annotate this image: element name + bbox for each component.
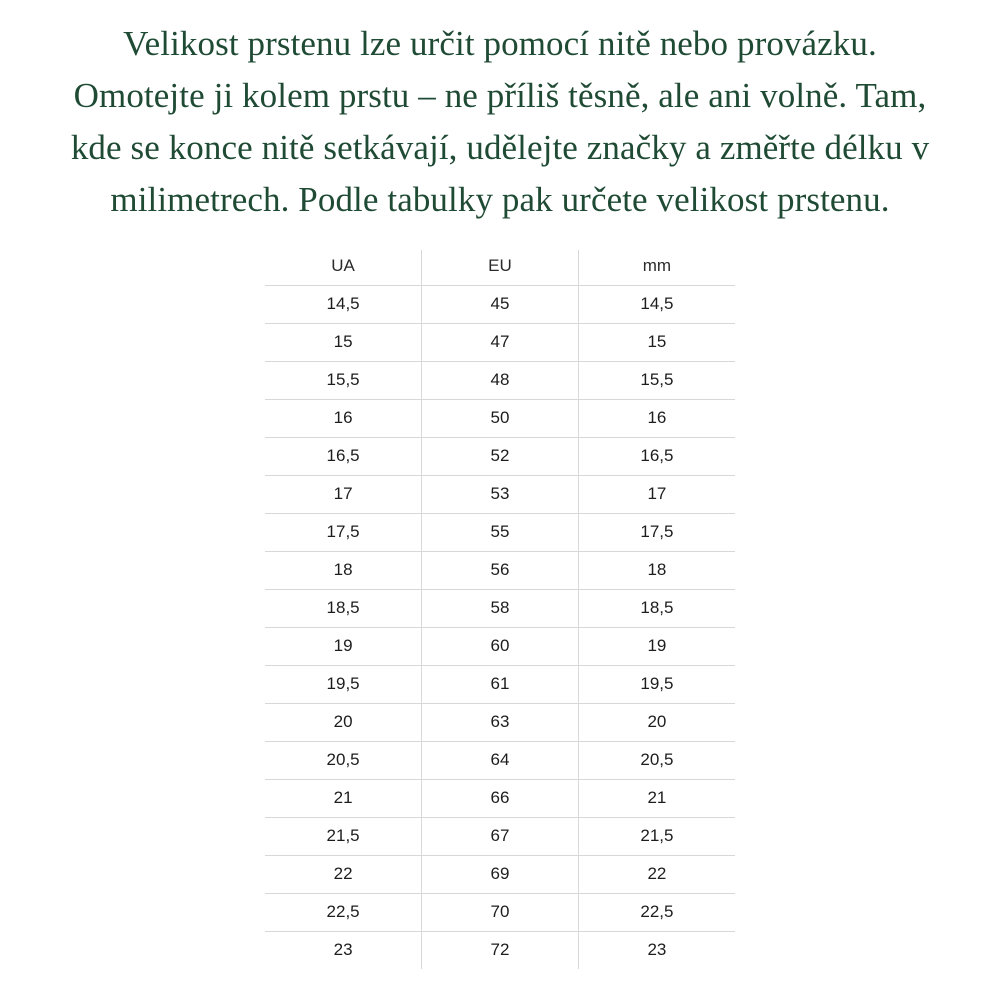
cell-eu: 64 <box>422 742 579 780</box>
cell-ua: 15,5 <box>265 362 422 400</box>
table-row <box>265 742 735 780</box>
cell-mm: 15 <box>578 324 735 362</box>
cell-ua: 15 <box>265 324 422 362</box>
cell-mm: 16 <box>578 400 735 438</box>
cell-ua: 21 <box>265 780 422 818</box>
column-header-mm: mm <box>578 250 735 286</box>
cell-eu: 70 <box>422 894 579 932</box>
cell-eu: 58 <box>422 590 579 628</box>
table-row <box>265 628 735 666</box>
cell-eu: 52 <box>422 438 579 476</box>
cell-ua: 20 <box>265 704 422 742</box>
table-row <box>265 856 735 894</box>
table-body <box>265 286 735 970</box>
table-row <box>265 590 735 628</box>
cell-eu: 69 <box>422 856 579 894</box>
cell-eu: 60 <box>422 628 579 666</box>
cell-mm: 21,5 <box>578 818 735 856</box>
cell-ua: 19,5 <box>265 666 422 704</box>
cell-eu: 48 <box>422 362 579 400</box>
cell-mm: 22 <box>578 856 735 894</box>
cell-eu: 63 <box>422 704 579 742</box>
cell-ua: 14,5 <box>265 286 422 324</box>
cell-ua: 18 <box>265 552 422 590</box>
cell-ua: 21,5 <box>265 818 422 856</box>
table-header <box>265 250 735 286</box>
cell-mm: 15,5 <box>578 362 735 400</box>
table-row <box>265 286 735 324</box>
cell-eu: 56 <box>422 552 579 590</box>
cell-mm: 18,5 <box>578 590 735 628</box>
cell-mm: 17,5 <box>578 514 735 552</box>
table-row <box>265 666 735 704</box>
cell-mm: 23 <box>647 940 667 959</box>
table-row <box>265 818 735 856</box>
table-row <box>265 552 735 590</box>
table-header-row <box>265 250 735 286</box>
cell-mm: 19,5 <box>578 666 735 704</box>
table-row <box>265 476 735 514</box>
cell-mm: 17 <box>578 476 735 514</box>
intro-paragraph: Velikost prstenu lze určit pomocí nitě nebo provázku. Omotejte ji kolem prstu – ne příliš těsně, ale ani volně. Tam, kde se konce nitě setkávají, udělejte značky a změřte délku v milimetrech. Podle tabulky pak určete velikost prstenu. <box>70 24 930 219</box>
table-row <box>265 400 735 438</box>
cell-ua: 20,5 <box>265 742 422 780</box>
cell-mm: 19 <box>578 628 735 666</box>
ring-size-table <box>265 250 735 969</box>
table-row <box>265 514 735 552</box>
cell-eu: 66 <box>422 780 579 818</box>
cell-mm: 18 <box>578 552 735 590</box>
cell-eu: 53 <box>422 476 579 514</box>
cell-ua: 23 <box>265 932 422 970</box>
column-header-ua: UA <box>265 250 422 286</box>
cell-eu: 72 <box>422 932 579 970</box>
cell-mm: 16,5 <box>578 438 735 476</box>
cell-eu: 50 <box>422 400 579 438</box>
table-row <box>265 438 735 476</box>
table-row <box>265 704 735 742</box>
cell-ua: 19 <box>265 628 422 666</box>
cell-eu: 55 <box>422 514 579 552</box>
table-row <box>265 780 735 818</box>
cell-ua: 22 <box>265 856 422 894</box>
size-table-container <box>0 250 1000 969</box>
table-row <box>265 362 735 400</box>
cell-ua: 18,5 <box>265 590 422 628</box>
table-row <box>265 324 735 362</box>
cell-mm: 14,5 <box>578 286 735 324</box>
table-row <box>265 932 735 970</box>
cell-ua: 17 <box>265 476 422 514</box>
cell-ua: 22,5 <box>265 894 422 932</box>
cell-mm: 20,5 <box>578 742 735 780</box>
cell-ua: 16,5 <box>265 438 422 476</box>
cell-eu: 67 <box>422 818 579 856</box>
column-header-eu: EU <box>422 250 579 286</box>
cell-mm: 20 <box>578 704 735 742</box>
cell-eu: 61 <box>422 666 579 704</box>
cell-mm: 21 <box>578 780 735 818</box>
table-row <box>265 894 735 932</box>
cell-eu: 45 <box>422 286 579 324</box>
cell-mm: 22,5 <box>578 894 735 932</box>
cell-ua: 16 <box>265 400 422 438</box>
cell-eu: 47 <box>422 324 579 362</box>
cell-ua: 17,5 <box>265 514 422 552</box>
